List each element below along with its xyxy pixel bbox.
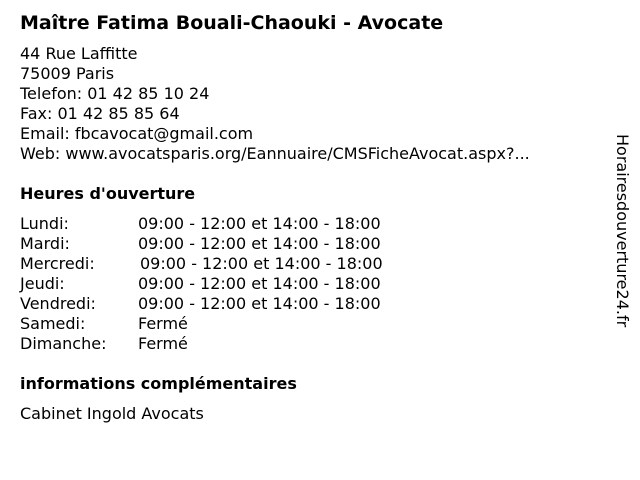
hours-row-monday [20,214,440,234]
hours-row-saturday [20,314,440,334]
additional-info-text: Cabinet Ingold Avocats [20,404,204,423]
website-url: Web: www.avocatsparis.org/Eannuaire/CMSFicheAvocat.aspx?... [20,144,530,163]
opening-hours-list [20,214,440,354]
page-title: Maître Fatima Bouali-Chaouki - Avocate [20,12,444,34]
day-label: Mardi: [20,234,70,253]
additional-info-heading: informations complémentaires [20,374,297,393]
day-label: Jeudi: [20,274,65,293]
hours-row-wednesday [20,254,440,274]
watermark-text: Horairesdouverture24.fr [613,134,632,328]
email-address: Email: fbcavocat@gmail.com [20,124,254,143]
hours-row-sunday [20,334,440,354]
day-label: Dimanche: [20,334,107,353]
day-hours: 09:00 - 12:00 et 14:00 - 18:00 [138,274,381,293]
hours-row-tuesday [20,234,440,254]
day-hours: 09:00 - 12:00 et 14:00 - 18:00 [138,294,381,313]
day-hours: Fermé [138,334,188,353]
opening-hours-heading: Heures d'ouverture [20,184,196,203]
day-label: Mercredi: [20,254,95,273]
address-street: 44 Rue Laffitte [20,44,138,63]
address-city: 75009 Paris [20,64,115,83]
hours-row-thursday [20,274,440,294]
day-hours: 09:00 - 12:00 et 14:00 - 18:00 [138,214,381,233]
day-hours: 09:00 - 12:00 et 14:00 - 18:00 [138,234,381,253]
contact-info [20,44,530,164]
phone-number: Telefon: 01 42 85 10 24 [20,84,210,103]
day-hours: 09:00 - 12:00 et 14:00 - 18:00 [140,254,383,273]
day-label: Vendredi: [20,294,96,313]
day-label: Samedi: [20,314,86,333]
day-hours: Fermé [138,314,188,333]
site-watermark [612,134,634,344]
fax-number: Fax: 01 42 85 85 64 [20,104,180,123]
hours-row-friday [20,294,440,314]
day-label: Lundi: [20,214,69,233]
